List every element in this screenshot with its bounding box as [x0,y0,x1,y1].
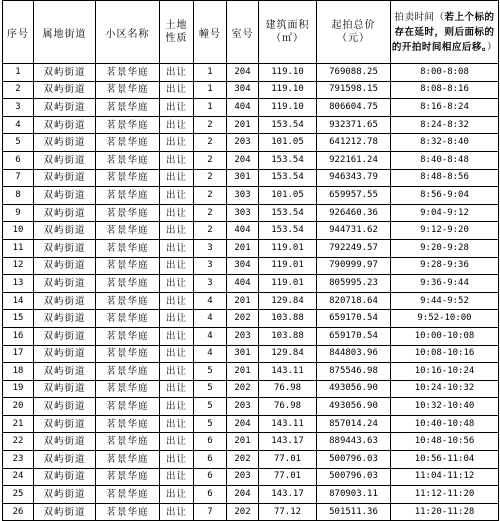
table-row [3,451,499,469]
cell-land: 出让 [160,275,194,293]
cell-building: 2 [194,116,227,134]
cell-price: 493056.90 [317,398,391,416]
cell-room: 304 [227,257,259,275]
cell-area: 119.01 [259,257,317,275]
cell-community: 茗景华庭 [96,151,160,169]
cell-price: 806604.75 [317,99,391,117]
table-row [3,486,499,504]
cell-land: 出让 [160,187,194,205]
cell-street: 双屿街道 [34,204,96,222]
cell-room: 203 [227,134,259,152]
cell-price: 500796.03 [317,451,391,469]
cell-land: 出让 [160,204,194,222]
header-building: 幢号 [194,1,227,64]
cell-time: 8:56-9:04 [391,187,499,205]
table-row [3,151,499,169]
cell-price: 659957.55 [317,187,391,205]
table-row [3,415,499,433]
cell-building: 4 [194,345,227,363]
cell-time: 10:24-10:32 [391,380,499,398]
cell-room: 202 [227,310,259,328]
header-area: 建筑面积 （㎡） [259,1,317,64]
cell-land: 出让 [160,151,194,169]
cell-price: 944731.62 [317,222,391,240]
cell-community: 茗景华庭 [96,451,160,469]
cell-price: 659170.54 [317,327,391,345]
cell-community: 茗景华庭 [96,415,160,433]
table-row [3,310,499,328]
cell-price: 857014.24 [317,415,391,433]
table-row [3,64,499,82]
cell-street: 双屿街道 [34,169,96,187]
cell-building: 2 [194,151,227,169]
cell-seq: 22 [3,433,34,451]
cell-land: 出让 [160,468,194,486]
cell-seq: 7 [3,169,34,187]
cell-building: 1 [194,81,227,99]
header-seq: 序号 [3,1,34,64]
table-row [3,292,499,310]
cell-seq: 26 [3,503,34,521]
cell-price: 870903.11 [317,486,391,504]
cell-community: 茗景华庭 [96,275,160,293]
cell-building: 1 [194,99,227,117]
cell-seq: 15 [3,310,34,328]
cell-price: 790999.97 [317,257,391,275]
cell-street: 双屿街道 [34,503,96,521]
header-time [391,1,499,64]
table-row [3,503,499,521]
cell-community: 茗景华庭 [96,64,160,82]
header-street: 属地街道 [34,1,96,64]
cell-area: 153.54 [259,169,317,187]
cell-land: 出让 [160,222,194,240]
cell-seq: 1 [3,64,34,82]
cell-room: 202 [227,451,259,469]
cell-seq: 16 [3,327,34,345]
cell-price: 500796.03 [317,468,391,486]
header-room: 室号 [227,1,259,64]
cell-seq: 3 [3,99,34,117]
cell-room: 404 [227,99,259,117]
cell-land: 出让 [160,380,194,398]
table-row [3,169,499,187]
cell-building: 5 [194,380,227,398]
cell-street: 双屿街道 [34,415,96,433]
cell-land: 出让 [160,433,194,451]
cell-time: 11:04-11:12 [391,468,499,486]
cell-time: 11:12-11:20 [391,486,499,504]
cell-seq: 2 [3,81,34,99]
cell-street: 双屿街道 [34,468,96,486]
cell-area: 119.01 [259,239,317,257]
table-row [3,222,499,240]
cell-price: 820718.64 [317,292,391,310]
cell-building: 6 [194,486,227,504]
table-row [3,398,499,416]
table-row [3,345,499,363]
cell-seq: 4 [3,116,34,134]
cell-area: 77.12 [259,503,317,521]
cell-street: 双屿街道 [34,187,96,205]
cell-price: 875546.98 [317,363,391,381]
cell-price: 792249.57 [317,239,391,257]
cell-street: 双屿街道 [34,398,96,416]
cell-land: 出让 [160,99,194,117]
cell-community: 茗景华庭 [96,380,160,398]
cell-community: 茗景华庭 [96,239,160,257]
cell-price: 805995.23 [317,275,391,293]
header-community: 小区名称 [96,1,160,64]
table-row [3,204,499,222]
table-row [3,468,499,486]
cell-street: 双屿街道 [34,345,96,363]
cell-room: 303 [227,204,259,222]
cell-time: 8:24-8:32 [391,116,499,134]
cell-area: 153.54 [259,151,317,169]
cell-community: 茗景华庭 [96,222,160,240]
cell-community: 茗景华庭 [96,398,160,416]
cell-street: 双屿街道 [34,116,96,134]
header-row [3,1,499,64]
cell-building: 5 [194,415,227,433]
cell-community: 茗景华庭 [96,503,160,521]
cell-building: 6 [194,468,227,486]
cell-community: 茗景华庭 [96,81,160,99]
cell-street: 双屿街道 [34,380,96,398]
cell-street: 双屿街道 [34,451,96,469]
cell-street: 双屿街道 [34,134,96,152]
cell-building: 1 [194,64,227,82]
cell-community: 茗景华庭 [96,169,160,187]
cell-land: 出让 [160,239,194,257]
cell-land: 出让 [160,451,194,469]
cell-seq: 17 [3,345,34,363]
cell-seq: 25 [3,486,34,504]
cell-price: 926460.36 [317,204,391,222]
cell-price: 844803.96 [317,345,391,363]
table-row [3,363,499,381]
cell-seq: 18 [3,363,34,381]
header-time-suffix: ） [487,41,498,53]
cell-area: 101.05 [259,187,317,205]
cell-area: 76.98 [259,380,317,398]
cell-land: 出让 [160,169,194,187]
cell-community: 茗景华庭 [96,257,160,275]
cell-room: 203 [227,398,259,416]
cell-area: 101.05 [259,134,317,152]
cell-community: 茗景华庭 [96,310,160,328]
cell-price: 769088.25 [317,64,391,82]
cell-area: 143.17 [259,486,317,504]
cell-seq: 14 [3,292,34,310]
cell-time: 9:20-9:28 [391,239,499,257]
cell-seq: 24 [3,468,34,486]
cell-street: 双屿街道 [34,363,96,381]
cell-area: 153.54 [259,222,317,240]
cell-time: 9:44-9:52 [391,292,499,310]
cell-area: 103.88 [259,310,317,328]
cell-seq: 20 [3,398,34,416]
cell-land: 出让 [160,64,194,82]
cell-community: 茗景华庭 [96,134,160,152]
cell-building: 2 [194,134,227,152]
cell-street: 双屿街道 [34,310,96,328]
header-land: 土地 性质 [160,1,194,64]
cell-price: 946343.79 [317,169,391,187]
cell-community: 茗景华庭 [96,363,160,381]
cell-time: 8:32-8:40 [391,134,499,152]
cell-time: 8:08-8:16 [391,81,499,99]
cell-land: 出让 [160,134,194,152]
cell-seq: 21 [3,415,34,433]
cell-price: 791598.15 [317,81,391,99]
cell-area: 119.10 [259,99,317,117]
cell-community: 茗景华庭 [96,99,160,117]
table-row [3,99,499,117]
cell-street: 双屿街道 [34,292,96,310]
cell-time: 9:28-9:36 [391,257,499,275]
cell-time: 10:00-10:08 [391,327,499,345]
cell-room: 204 [227,486,259,504]
cell-community: 茗景华庭 [96,292,160,310]
cell-community: 茗景华庭 [96,116,160,134]
table-row [3,134,499,152]
cell-room: 301 [227,169,259,187]
cell-room: 404 [227,275,259,293]
cell-time: 10:32-10:40 [391,398,499,416]
cell-community: 茗景华庭 [96,433,160,451]
cell-land: 出让 [160,345,194,363]
cell-area: 143.11 [259,363,317,381]
cell-seq: 5 [3,134,34,152]
cell-community: 茗景华庭 [96,345,160,363]
cell-time: 8:40-8:48 [391,151,499,169]
cell-room: 204 [227,415,259,433]
cell-time: 10:08-10:16 [391,345,499,363]
cell-building: 4 [194,292,227,310]
cell-area: 119.01 [259,275,317,293]
cell-building: 3 [194,275,227,293]
cell-time: 9:52-10:00 [391,310,499,328]
cell-room: 201 [227,292,259,310]
table-row [3,433,499,451]
cell-street: 双屿街道 [34,327,96,345]
cell-room: 203 [227,327,259,345]
cell-area: 77.01 [259,451,317,469]
table-row [3,239,499,257]
cell-area: 119.10 [259,64,317,82]
cell-street: 双屿街道 [34,433,96,451]
cell-land: 出让 [160,116,194,134]
cell-building: 3 [194,257,227,275]
cell-price: 501511.36 [317,503,391,521]
cell-area: 143.11 [259,415,317,433]
cell-price: 659170.54 [317,310,391,328]
table-row [3,116,499,134]
table-row [3,187,499,205]
cell-seq: 11 [3,239,34,257]
cell-land: 出让 [160,486,194,504]
cell-land: 出让 [160,503,194,521]
cell-price: 922161.24 [317,151,391,169]
cell-room: 201 [227,239,259,257]
header-time-prefix: 拍卖时间（ [394,11,445,23]
cell-street: 双屿街道 [34,64,96,82]
cell-area: 129.84 [259,345,317,363]
cell-land: 出让 [160,398,194,416]
header-time-note: 若上个标的存在延时，则后面标的的开拍时间相应后移。 [391,11,495,53]
cell-time: 9:36-9:44 [391,275,499,293]
cell-price: 932371.65 [317,116,391,134]
cell-community: 茗景华庭 [96,187,160,205]
cell-building: 6 [194,451,227,469]
table-body [3,64,499,521]
cell-building: 2 [194,187,227,205]
cell-building: 2 [194,222,227,240]
cell-area: 77.01 [259,468,317,486]
cell-seq: 10 [3,222,34,240]
cell-building: 2 [194,169,227,187]
cell-land: 出让 [160,292,194,310]
cell-street: 双屿街道 [34,99,96,117]
cell-community: 茗景华庭 [96,204,160,222]
cell-room: 204 [227,151,259,169]
cell-price: 889443.63 [317,433,391,451]
cell-room: 201 [227,433,259,451]
cell-price: 641212.78 [317,134,391,152]
cell-land: 出让 [160,81,194,99]
cell-building: 5 [194,398,227,416]
cell-building: 5 [194,363,227,381]
cell-community: 茗景华庭 [96,468,160,486]
cell-street: 双屿街道 [34,239,96,257]
cell-seq: 12 [3,257,34,275]
auction-table [2,0,499,521]
cell-time: 8:16-8:24 [391,99,499,117]
cell-room: 202 [227,503,259,521]
cell-street: 双屿街道 [34,151,96,169]
cell-time: 9:04-9:12 [391,204,499,222]
table-row [3,257,499,275]
header-price: 起拍总价 （元） [317,1,391,64]
cell-room: 202 [227,380,259,398]
cell-community: 茗景华庭 [96,327,160,345]
cell-area: 129.84 [259,292,317,310]
cell-street: 双屿街道 [34,257,96,275]
cell-seq: 19 [3,380,34,398]
cell-time: 10:56-11:04 [391,451,499,469]
cell-seq: 23 [3,451,34,469]
cell-price: 493056.90 [317,380,391,398]
cell-room: 203 [227,468,259,486]
table-row [3,380,499,398]
table-row [3,81,499,99]
cell-area: 153.54 [259,116,317,134]
cell-room: 201 [227,363,259,381]
cell-building: 4 [194,327,227,345]
cell-room: 301 [227,345,259,363]
cell-land: 出让 [160,257,194,275]
cell-seq: 13 [3,275,34,293]
cell-community: 茗景华庭 [96,486,160,504]
cell-time: 9:12-9:20 [391,222,499,240]
cell-building: 3 [194,239,227,257]
cell-time: 10:48-10:56 [391,433,499,451]
cell-building: 6 [194,433,227,451]
cell-seq: 8 [3,187,34,205]
cell-land: 出让 [160,363,194,381]
cell-street: 双屿街道 [34,222,96,240]
table-row [3,275,499,293]
cell-room: 201 [227,116,259,134]
cell-area: 76.98 [259,398,317,416]
cell-area: 153.54 [259,204,317,222]
cell-time: 10:40-10:48 [391,415,499,433]
cell-land: 出让 [160,310,194,328]
cell-time: 10:16-10:24 [391,363,499,381]
cell-street: 双屿街道 [34,81,96,99]
cell-street: 双屿街道 [34,486,96,504]
cell-room: 303 [227,187,259,205]
cell-street: 双屿街道 [34,275,96,293]
cell-building: 2 [194,204,227,222]
cell-room: 404 [227,222,259,240]
cell-building: 4 [194,310,227,328]
cell-area: 103.88 [259,327,317,345]
cell-time: 11:20-11:28 [391,503,499,521]
cell-seq: 9 [3,204,34,222]
table-row [3,327,499,345]
cell-land: 出让 [160,415,194,433]
cell-area: 143.17 [259,433,317,451]
cell-seq: 6 [3,151,34,169]
cell-room: 204 [227,64,259,82]
cell-building: 7 [194,503,227,521]
cell-land: 出让 [160,327,194,345]
cell-area: 119.10 [259,81,317,99]
cell-time: 8:00-8:08 [391,64,499,82]
cell-room: 304 [227,81,259,99]
cell-time: 8:48-8:56 [391,169,499,187]
